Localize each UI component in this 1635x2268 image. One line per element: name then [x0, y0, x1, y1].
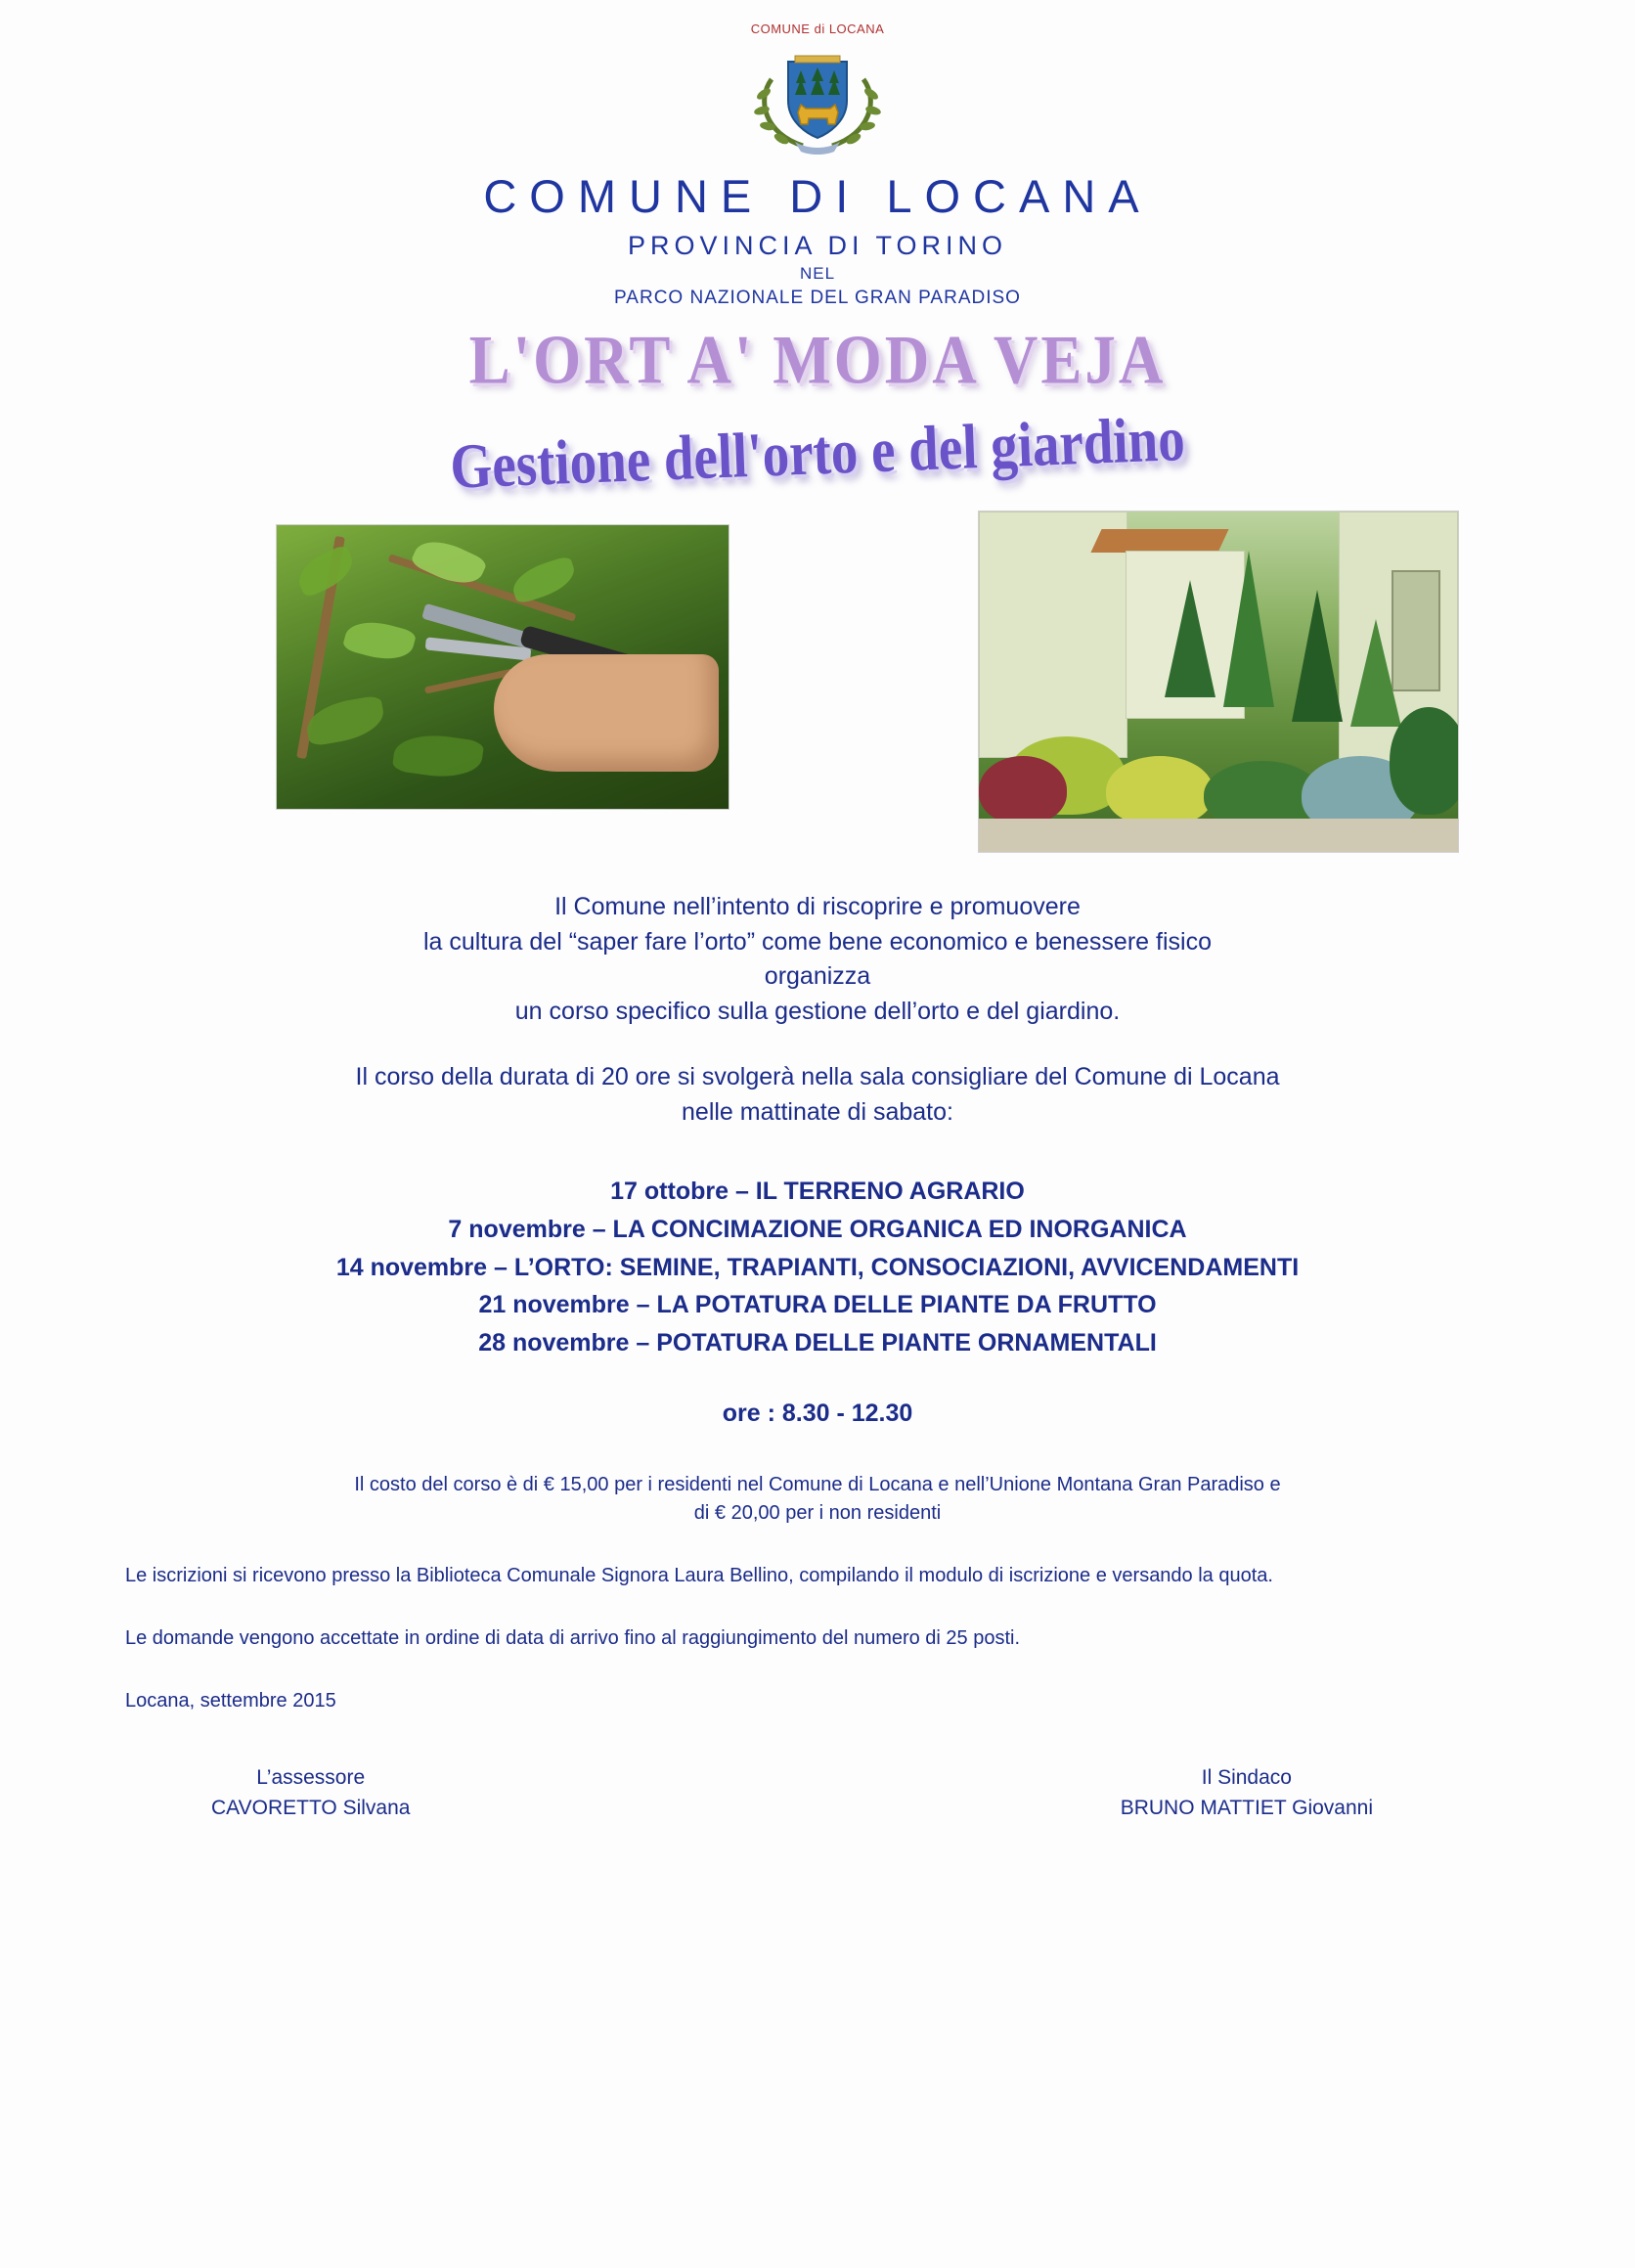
cost-line-2: di € 20,00 per i non residenti: [693, 1501, 942, 1524]
province-subtitle: PROVINCIA DI TORINO: [627, 231, 1008, 260]
registration-paragraph: Le iscrizioni si ricevono presso la Biblioteca Comunale Signora Laura Bellino, compilando il modulo di iscrizione e versando la quota.: [125, 1564, 1273, 1586]
signature-row: [0, 1762, 1635, 1824]
cost-info: [0, 1471, 1635, 1528]
intro-line-1: Il Comune nell’intento di riscoprire e promuovere: [554, 893, 1081, 920]
intro-line-2: la cultura del “saper fare l’orto” come bene economico e benessere fisico: [423, 927, 1212, 956]
coat-of-arms-icon: [744, 40, 891, 156]
intro-line-3: organizza: [764, 962, 871, 990]
park-label: PARCO NAZIONALE DEL GRAN PARADISO: [614, 288, 1021, 308]
event-title: L'ORT A' MODA VEJA: [468, 321, 1167, 399]
course-hours: ore : 8.30 - 12.30: [722, 1399, 913, 1427]
header-crest-area: [0, 0, 1635, 156]
page-title: COMUNE DI LOCANA: [483, 170, 1152, 222]
event-subtitle: Gestione dell'orto e del giardino: [449, 403, 1186, 502]
sindaco-name: BRUNO MATTIET Giovanni: [1120, 1797, 1373, 1820]
schedule-list: [0, 1173, 1635, 1362]
course-info: [0, 1060, 1635, 1130]
place-date: Locana, settembre 2015: [125, 1689, 336, 1712]
intro-line-4: un corso specifico sulla gestione dell’orto e del giardino.: [514, 997, 1121, 1025]
nel-label: NEL: [799, 264, 836, 283]
sindaco-role: Il Sindaco: [1201, 1765, 1292, 1789]
cost-line-1: Il costo del corso è di € 15,00 per i residenti nel Comune di Locana e nell’Unione Montana Gran Paradiso e: [354, 1473, 1281, 1495]
photo-row: [0, 511, 1635, 872]
applications-paragraph: Le domande vengono accettate in ordine di data di arrivo fino al raggiungimento del numero di 25 posti.: [125, 1626, 1021, 1649]
signature-assessore: [211, 1762, 410, 1824]
list-item: 17 ottobre – IL TERRENO AGRARIO: [610, 1178, 1025, 1205]
list-item: 28 novembre – POTATURA DELLE PIANTE ORNAMENTALI: [478, 1329, 1157, 1356]
course-info-line-1: Il corso della durata di 20 ore si svolgerà nella sala consigliare del Comune di Locana: [355, 1063, 1280, 1090]
assessore-role: L’assessore: [256, 1765, 366, 1789]
signature-sindaco: [1121, 1762, 1373, 1824]
list-item: 7 novembre – LA CONCIMAZIONE ORGANICA ED INORGANICA: [448, 1215, 1187, 1243]
list-item: 14 novembre – L’ORTO: SEMINE, TRAPIANTI, CONSOCIAZIONI, AVVICENDAMENTI: [335, 1253, 1300, 1281]
intro-paragraph: [0, 890, 1635, 1029]
course-info-line-2: nelle mattinate di sabato:: [682, 1097, 953, 1126]
assessore-name: CAVORETTO Silvana: [211, 1797, 411, 1820]
ornamental-garden-photo: [978, 511, 1459, 853]
crest-caption: COMUNE di LOCANA: [750, 22, 885, 36]
list-item: 21 novembre – LA POTATURA DELLE PIANTE DA FRUTTO: [478, 1291, 1157, 1319]
pruning-shears-photo: [276, 524, 729, 810]
